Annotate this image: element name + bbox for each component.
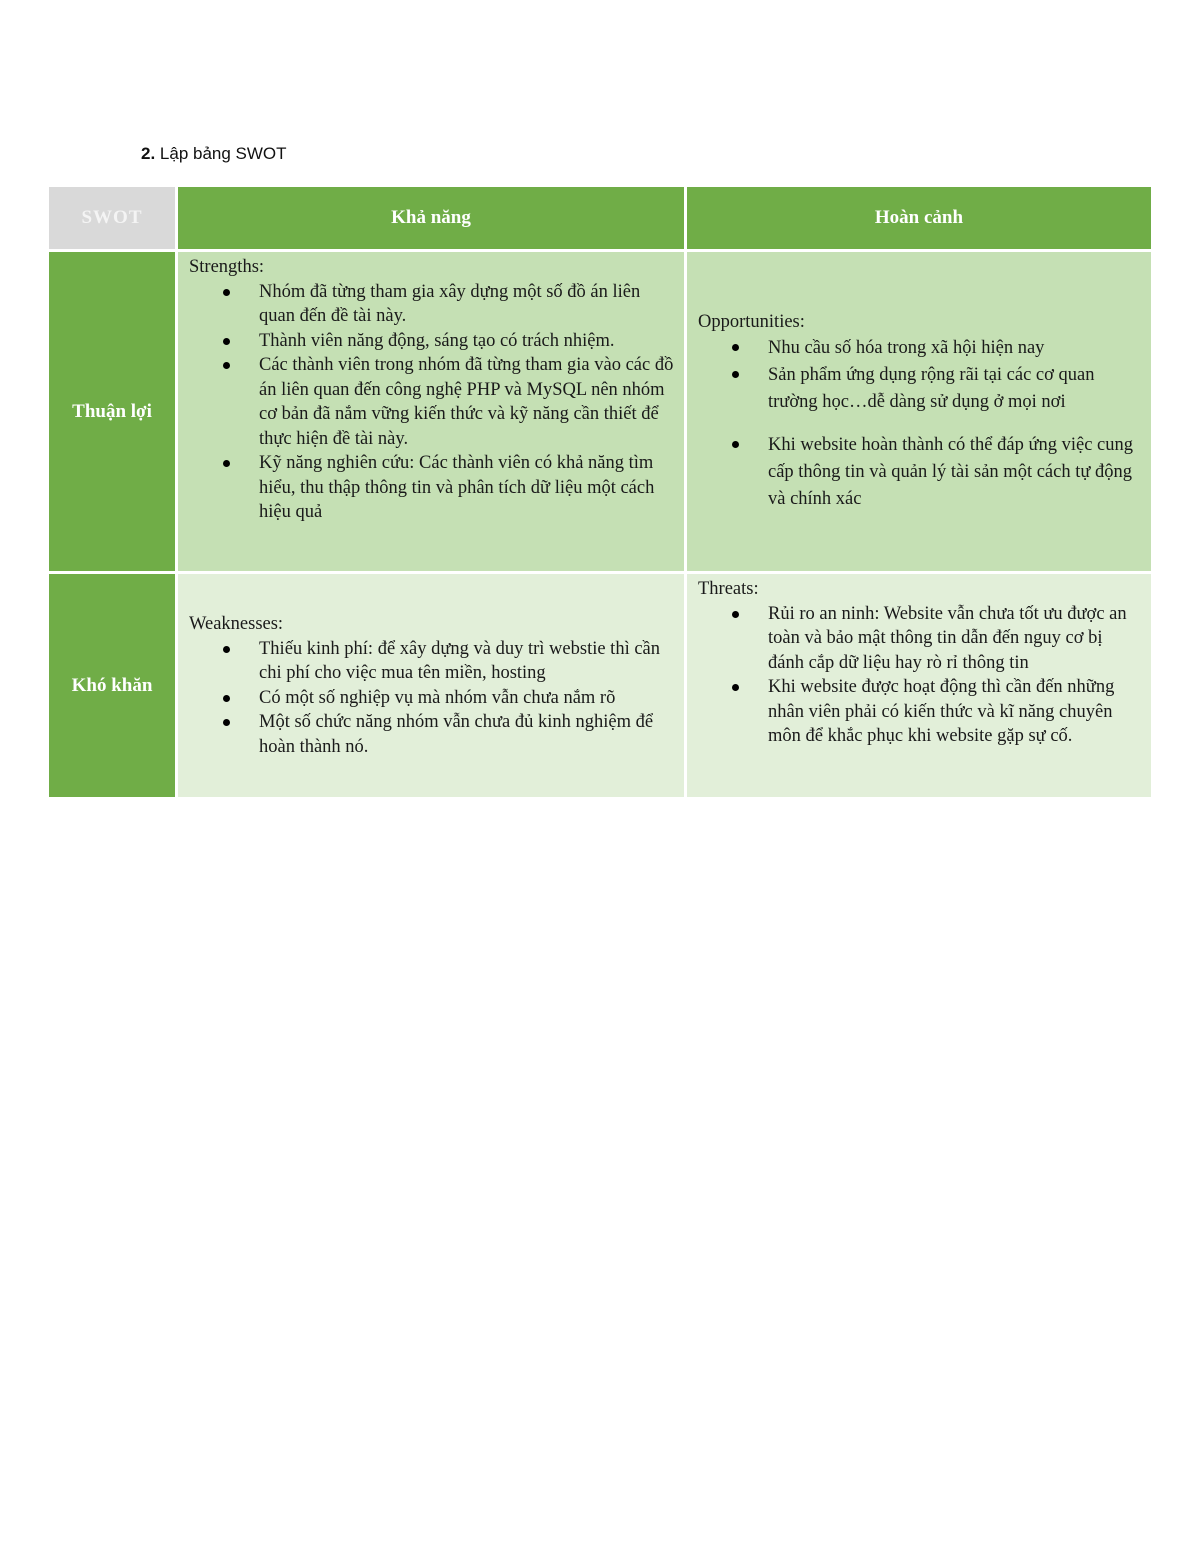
swot-header-row bbox=[49, 187, 1151, 252]
swot-corner-header: SWOT bbox=[49, 187, 178, 252]
advantages-row bbox=[49, 252, 1151, 574]
strength-item: Nhóm đã từng tham gia xây dựng một số đồ án liên quan đến đề tài này. bbox=[259, 280, 676, 329]
weakness-item: Có một số nghiệp vụ mà nhóm vẫn chưa nắm rõ bbox=[259, 686, 676, 711]
opportunities-list bbox=[698, 335, 1143, 513]
swot-table bbox=[49, 187, 1151, 797]
section-heading bbox=[141, 144, 287, 164]
strength-item: Các thành viên trong nhóm đã từng tham gia vào các đồ án liên quan đến công nghệ PHP và MySQL nên nhóm cơ bản đã nắm vững kiến thức và kỹ năng cần thiết để thực hiện đề tài này. bbox=[259, 353, 676, 451]
threats-list bbox=[698, 602, 1143, 749]
threats-title: Threats: bbox=[698, 579, 759, 599]
weaknesses-cell bbox=[178, 574, 687, 797]
section-title: Lập bảng SWOT bbox=[159, 144, 287, 163]
circumstance-header: Hoàn cảnh bbox=[687, 187, 1151, 252]
threat-item: Rủi ro an ninh: Website vẫn chưa tốt ưu được an toàn và bảo mật thông tin dẫn đến nguy cơ bị đánh cắp dữ liệu hay rò rỉ thông tin bbox=[768, 602, 1143, 676]
section-number: 2. bbox=[141, 144, 156, 163]
capability-header: Khả năng bbox=[178, 187, 687, 252]
threat-item: Khi website được hoạt động thì cần đến những nhân viên phải có kiến thức và kĩ năng chuyên môn để khắc phục khi website gặp sự cố. bbox=[768, 675, 1143, 749]
weakness-item: Một số chức năng nhóm vẫn chưa đủ kinh nghiệm để hoàn thành nó. bbox=[259, 710, 676, 759]
opportunities-cell bbox=[687, 252, 1151, 574]
strengths-title: Strengths: bbox=[189, 257, 265, 277]
opportunity-item: Sản phẩm ứng dụng rộng rãi tại các cơ quan trường học…dễ dàng sử dụng ở mọi nơi bbox=[768, 362, 1143, 416]
difficulties-row bbox=[49, 574, 1151, 797]
weaknesses-list bbox=[189, 637, 676, 760]
weaknesses-title: Weaknesses: bbox=[189, 614, 284, 634]
threats-cell bbox=[687, 574, 1151, 797]
strengths-list bbox=[189, 280, 676, 525]
difficulties-row-label: Khó khăn bbox=[49, 574, 178, 797]
advantages-row-label: Thuận lợi bbox=[49, 252, 178, 574]
strengths-cell bbox=[178, 252, 687, 574]
strength-item: Thành viên năng động, sáng tạo có trách nhiệm. bbox=[259, 329, 676, 354]
opportunity-item: Khi website hoàn thành có thể đáp ứng việc cung cấp thông tin và quản lý tài sản một cách tự động và chính xác bbox=[768, 432, 1143, 513]
strength-item: Kỹ năng nghiên cứu: Các thành viên có khả năng tìm hiểu, thu thập thông tin và phân tích dữ liệu một cách hiệu quả bbox=[259, 451, 676, 525]
opportunity-item: Nhu cầu số hóa trong xã hội hiện nay bbox=[768, 335, 1143, 362]
weakness-item: Thiếu kinh phí: để xây dựng và duy trì webstie thì cần chi phí cho việc mua tên miền, hosting bbox=[259, 637, 676, 686]
opportunities-title: Opportunities: bbox=[698, 312, 805, 333]
